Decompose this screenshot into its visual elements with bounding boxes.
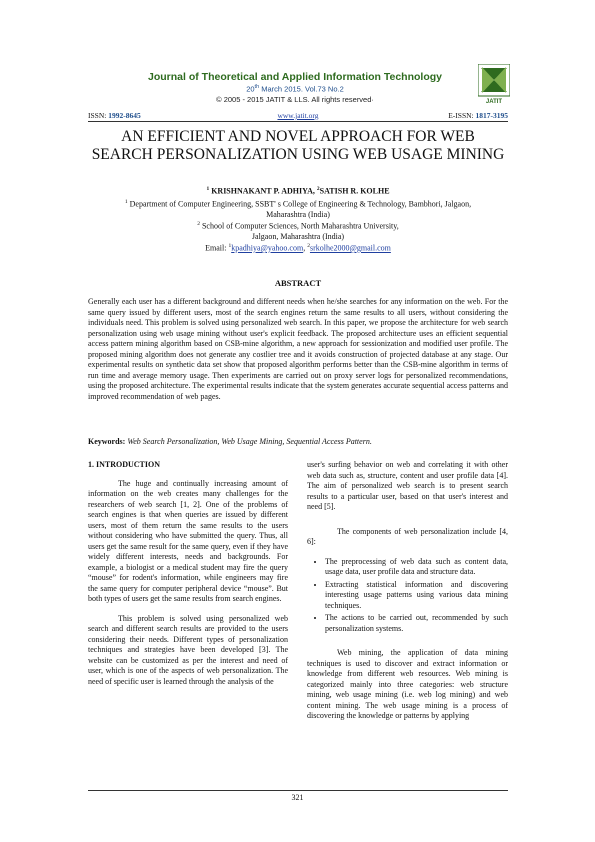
footer-rule [88, 790, 508, 791]
copyright-line: © 2005 - 2015 JATIT & LLS. All rights reserved· [216, 95, 374, 104]
component-list [307, 557, 508, 635]
affiliation-1: $^1$ Department of Computer Engineering, SSBT' s College of Engineering & Technology, Bambhori, Jalgaon, Maharashtra (India) [124, 199, 472, 220]
paragraph: Web mining, the application of data mining techniques is used to discover and extract information or knowledge from different web resources. Web mining is categorized mainly into three categories: web structure mining, web usage mining (i.e. web log mining) and web content mining. The web usage mining is a process of discovering the knowledge or patterns by applying [307, 648, 508, 720]
authors: $^1$ KRISHNAKANT P. ADHIYA, $^2$SATISH R. KOLHE [206, 186, 390, 196]
right-column [307, 460, 508, 731]
website-link[interactable]: www.jatit.org [277, 111, 319, 120]
abstract-text: Generally each user has a different background and different needs when he/she searches for any information on the web. For the same query issued by different users, most of the search engines return the same results to all users, without considering the individuals need. This problem is solved using personalized web search. In this paper, we propose the architecture for web search personalization using web usage mining without user's explicit feedback. The proposed architecture uses an efficient sequential access pattern mining algorithm based on CSB-mine algorithm, a new approach for sessionization and modified user profile. The proposed mining algorithm does not generate any costlier tree and it avoids construction of projected database at any stage. Our experimental results on synthetic data set show that proposed algorithm performs better than the CSB-mine algorithm in terms of run time and average memory usage. Then experiments are carried out on proxy server logs for personalized recommendations, using the proposed architecture. The experimental results indicate that the system generates accurate sequential access patterns and improved recommendation of web pages. [88, 297, 508, 401]
header-rule [88, 121, 508, 122]
paragraph: This problem is solved using personalized web search and different search results are provided to the users considering their needs. Different types of personalization techniques and strategies have been developed [3]. The website can be customized as per the interest and need of user, which is one of the aspects of web personalization. The need of specific user is learned through the analysis of the [88, 613, 288, 686]
journal-title: Journal of Theoretical and Applied Information Technology [147, 71, 442, 83]
jatit-logo-icon [478, 64, 510, 100]
paper-title: AN EFFICIENT AND NOVEL APPROACH FOR WEB SEARCH PERSONALIZATION USING WEB USAGE MINING [91, 128, 505, 163]
email-line: Email: $^1$kpadhiya@yahoo.com, $^2$srkolhe2000@gmail.com [205, 243, 391, 253]
eissn: E-ISSN: 1817-3195 [448, 111, 508, 120]
list-item: • The actions to be carried out, recommended by such personalization systems. [325, 613, 508, 634]
abstract-heading: ABSTRACT [274, 278, 322, 288]
paragraph: The huge and continually increasing amount of information on the web creates many challenges for the researchers of web search [1, 2]. One of the problems of search engines is that when queries are issued by different users, most of them return the same results to the users without considering who have submitted the query. Thus, all users get the same result for the same query, even if they have widely different interests, needs and backgrounds. For example, a biologist or a medical student may fire the query “mouse” for rodent's information, while engineers may fire the same query for computer peripheral device “mouse”. But both types of users get the same results from search engines. [88, 478, 288, 603]
email-link-2[interactable]: srkolhe2000@gmail.com [309, 243, 391, 253]
left-column [88, 460, 288, 696]
paragraph: user's surfing behavior on web and correlating it with other web data such as, structure, content and user profile data [4]. The aim of personalized web search is to present search results to a particular user, based on that user's interest and need [5]. [307, 460, 508, 511]
logo-text: JATIT [485, 99, 503, 105]
issue-date: 20th March 2015. Vol.73 No.2 [246, 84, 344, 94]
list-item: • The preprocessing of web data such as content data, usage data, user profile data and structure data. [325, 557, 508, 578]
email-link-1[interactable]: kpadhiya@yahoo.com [231, 243, 304, 253]
issn: ISSN: 1992-8645 [88, 111, 141, 120]
keywords: Keywords: Web Search Personalization, Web Usage Mining, Sequential Access Pattern. [88, 437, 372, 446]
section-heading-introduction: 1. INTRODUCTION [88, 460, 161, 469]
list-item: • Extracting statistical information and discovering interesting usage patterns using various data mining techniques. [325, 580, 508, 612]
paragraph: The components of web personalization include [4, 6]: [307, 526, 508, 546]
affiliation-2: $^2$ School of Computer Sciences, North Maharashtra University, Jalgaon, Maharashtra (India) [197, 221, 399, 242]
page-number: 321 [291, 793, 304, 802]
